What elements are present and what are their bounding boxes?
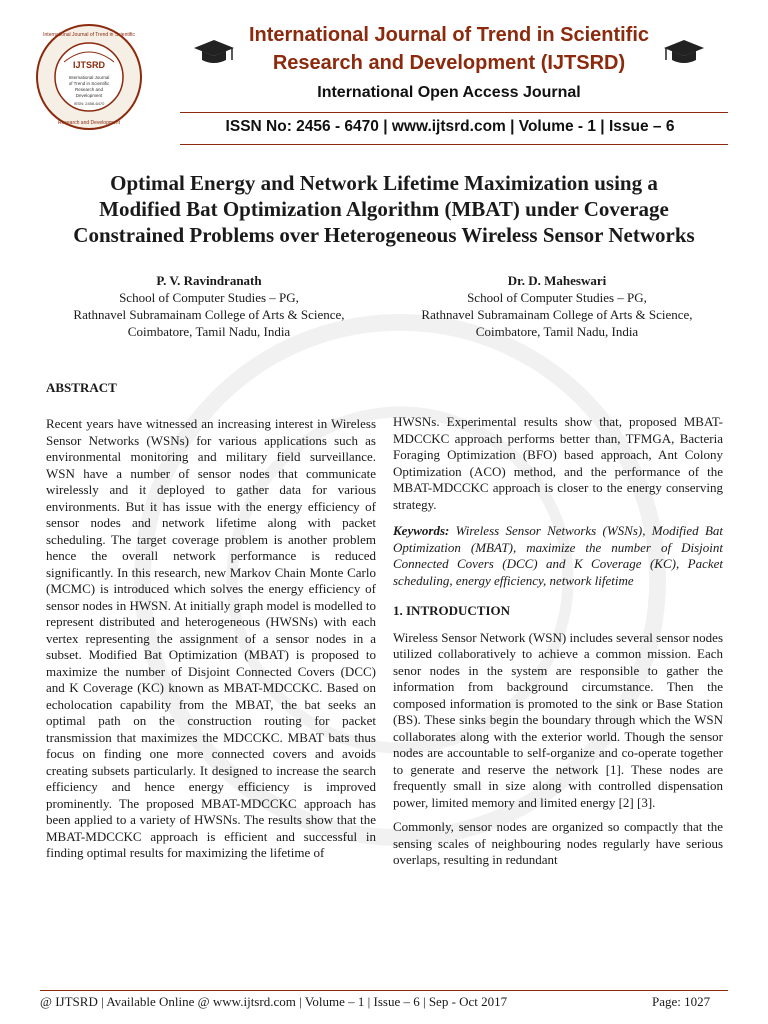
ijtsrd-logo: [34, 22, 174, 132]
footer-text: @ IJTSRD | Available Online @ www.ijtsrd.com | Volume – 1 | Issue – 6 | Sep - Oct 2017: [40, 994, 508, 1009]
issn-line: ISSN No: 2456 - 6470 | www.ijtsrd.com | Volume - 1 | Issue – 6: [225, 118, 675, 135]
keywords-label: Keywords:: [393, 523, 450, 538]
column-right: [393, 414, 723, 869]
journal-title-line2: Research and Development (IJTSRD): [272, 52, 626, 74]
keywords-text: Wireless Sensor Networks (WSNs), Modified Bat Optimization (MBAT), maximize the number of Disjoint Connected Covers (DCC) and K Coverage (KC), Packet scheduling, energy efficiency, network lifetime: [393, 523, 723, 588]
author-affiliation: School of Computer Studies – PG,: [467, 290, 647, 305]
abstract-heading: ABSTRACT: [46, 380, 117, 395]
author-affiliation: Rathnavel Subramainam College of Arts & Science,: [73, 307, 345, 322]
svg-text:ISSN: 2456-6470: ISSN: 2456-6470: [73, 101, 105, 106]
intro-paragraph: Commonly, sensor nodes are organized so compactly that the sensing scales of neighbouring nodes regularly have serious overlaps, resulting in redundant: [393, 819, 723, 867]
header-divider: [180, 144, 728, 145]
abstract-text-continued: HWSNs. Experimental results show that, proposed MBAT-MDCCKC approach performs better than, TFMGA, Bacteria Foraging Optimization (BFO) based approach, Ant Colony Optimization (ACO) method, and the performance of the MBAT-MDCCKC approach is closer to the energy conserving strategy.: [393, 414, 723, 512]
svg-text:Development: Development: [75, 93, 103, 98]
abstract-text: Recent years have witnessed an increasing interest in Wireless Sensor Networks (WSNs) for various applications such as environmental monitoring and military field surveillance. WSN have a number of sensor nodes that communicate wirelessly and it deployed to gather data for various environments. But it has issue with the energy efficiency of sensor nodes and network lifetime along with packet scheduling. The target coverage problem is another problem hence the overall network performance is reduced significantly. In this research, new Markov Chain Monte Carlo (MCMC) is introduced which solves the energy efficiency of sensor nodes in HWSN. At initially graph model is modelled to represent distributed and heterogeneous (HWSNs) with each vertex representing the assignment of a sensor nodes in a subset. Modified Bat Optimization (MBAT) is proposed to maximize the number of Disjoint Connected Covers (DCC) and K Coverage (KC) known as MBAT-MDCCKC. Based on echolocation capability from the MBAT, the bat seeks an optimal path on the construction routing for packet transmission that maximizes the MDCCKC. MBAT bats thus focus on finding one more connected covers and avoids creating subsets particularly. It designed to increase the search efficiency and hence energy efficiency is improved prominently. The proposed MBAT-MDCCKC approach has been applied to a variety of HWSNs. The results show that the MBAT-MDCCKC approach is efficient and successful in finding optimal results for maximizing the lifetime of: [46, 416, 376, 860]
keywords: [393, 523, 723, 589]
author-name: P. V. Ravindranath: [156, 273, 262, 288]
author-affiliation: Coimbatore, Tamil Nadu, India: [475, 324, 639, 339]
header-divider: [180, 112, 728, 113]
svg-text:International Journal: International Journal: [68, 75, 110, 80]
intro-paragraph: Wireless Sensor Network (WSN) includes several sensor nodes utilized collaboratively to achieve a common mission. Each senor nodes in the system are responsible to gather the information from background circumstance. Then the composed information is promoted to the sink or Base Station (BS). These sinks begin the boundary through which the WSN collaborates along with the exterior world. Though the sensor nodes are accountable to self-organize and co-operate together to generate and reserve the network [1]. These nodes are frequently small in size along with controlled dispensation power, limited memory and limited energy [2] [3].: [393, 629, 723, 810]
svg-text:Research and: Research and: [74, 87, 104, 92]
author-affiliation: Coimbatore, Tamil Nadu, India: [127, 324, 291, 339]
author-affiliation: Rathnavel Subramainam College of Arts & Science,: [421, 307, 693, 322]
journal-title-line1: International Journal of Trend in Scientific: [248, 24, 650, 46]
author-block: [44, 272, 374, 340]
journal-subtitle: International Open Access Journal: [317, 84, 581, 101]
svg-text:International Journal of Trend: International Journal of Trend in Scientific: [43, 32, 135, 38]
column-left: [46, 416, 376, 862]
svg-text:IJTSRD: IJTSRD: [72, 60, 106, 70]
svg-text:Research and Development: Research and Development: [58, 120, 120, 126]
svg-text:of Trend in Scientific: of Trend in Scientific: [68, 81, 110, 86]
author-name: Dr. D. Maheswari: [507, 273, 607, 288]
author-block: [392, 272, 722, 340]
page-number: Page: 1027: [652, 994, 711, 1009]
author-affiliation: School of Computer Studies – PG,: [119, 290, 299, 305]
section-heading-introduction: 1. INTRODUCTION: [393, 603, 511, 618]
footer-divider: [40, 990, 728, 991]
paper-title: Optimal Energy and Network Lifetime Maximization using a Modified Bat Optimization Algorithm (MBAT) under Coverage Constrained Problems over Heterogeneous Wireless Sensor Networks: [73, 171, 695, 247]
